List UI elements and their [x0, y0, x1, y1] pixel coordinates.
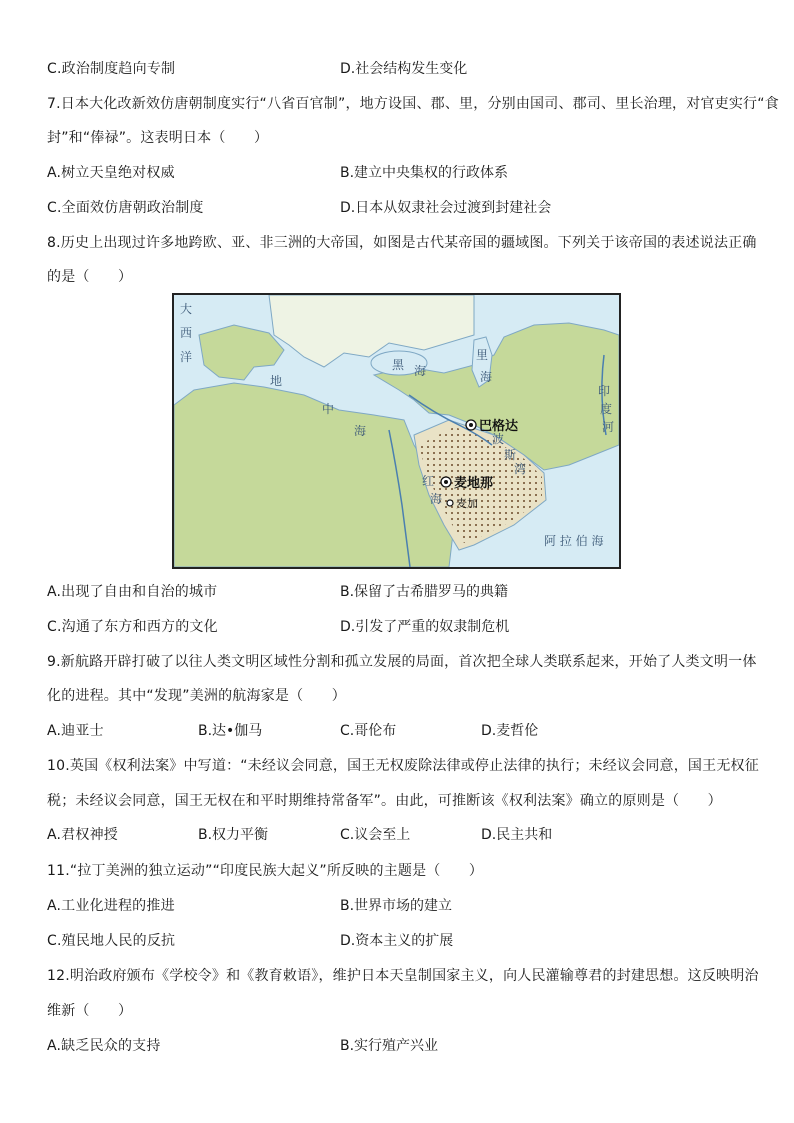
- caspian-label-1: 里: [476, 348, 489, 362]
- persian-gulf-label-3: 湾: [514, 462, 527, 476]
- q11-option-d: D.资本主义的扩展: [340, 933, 454, 949]
- q12-option-a: A.缺乏民众的支持: [47, 1038, 161, 1054]
- med-label-1: 地: [270, 374, 283, 388]
- q10-option-d: D.民主共和: [481, 827, 553, 843]
- red-sea-label-1: 红: [422, 474, 435, 488]
- q10-option-c: C.议会至上: [340, 827, 411, 843]
- q12-stem-line1: 12.明治政府颁布《学校令》和《教育敕语》，维护日本天皇制国家主义，向人民灌输尊君的封建思想。这反映明治: [47, 968, 759, 984]
- med-label-3: 海: [354, 424, 367, 438]
- q10-option-b: B.权力平衡: [198, 827, 269, 843]
- q12-stem-line2: 维新（ ）: [47, 1003, 133, 1019]
- q9-option-b: B.达•伽马: [198, 723, 263, 739]
- q8-option-a: A.出现了自由和自治的城市: [47, 584, 218, 600]
- q10-stem-line2: 税；未经议会同意，国王无权在和平时期维持常备军”。由此，可推断该《权利法案》确立的原则是（ ）: [47, 793, 722, 809]
- indus-label-3: 河: [602, 420, 615, 434]
- q8-option-c: C.沟通了东方和西方的文化: [47, 619, 218, 635]
- red-sea-label-2: 海: [430, 492, 443, 506]
- q8-stem-line2: 的是（ ）: [47, 269, 133, 285]
- atlantic-label-3: 洋: [180, 350, 193, 364]
- persian-gulf-label-1: 波: [492, 432, 505, 446]
- q9-option-c: C.哥伦布: [340, 723, 397, 739]
- persian-gulf-label-2: 斯: [504, 448, 517, 462]
- indus-label-1: 印: [598, 384, 611, 398]
- q9-option-d: D.麦哲伦: [481, 723, 539, 739]
- q8-option-d: D.引发了严重的奴隶制危机: [340, 619, 510, 635]
- q11-option-b: B.世界市场的建立: [340, 898, 453, 914]
- q6-option-d: D.社会结构发生变化: [340, 61, 468, 77]
- q6-option-c: C.政治制度趋向专制: [47, 61, 176, 77]
- indus-label-2: 度: [600, 402, 613, 416]
- q9-option-a: A.迪亚士: [47, 723, 104, 739]
- black-sea-label-2: 海: [414, 364, 427, 378]
- q10-option-a: A.君权神授: [47, 827, 118, 843]
- q8-stem-line1: 8.历史上出现过许多地跨欧、亚、非三洲的大帝国，如图是古代某帝国的疆域图。下列关于该帝国的表述说法正确: [47, 235, 757, 251]
- q12-option-b: B.实行殖产兴业: [340, 1038, 439, 1054]
- med-label-2: 中: [322, 402, 335, 416]
- baghdad-label: 巴格达: [479, 419, 519, 434]
- q8-option-b: B.保留了古希腊罗马的典籍: [340, 584, 509, 600]
- q11-option-a: A.工业化进程的推进: [47, 898, 175, 914]
- empire-territory-map: [172, 293, 621, 569]
- q11-stem: 11.“拉丁美洲的独立运动”“印度民族大起义”所反映的主题是（ ）: [47, 863, 484, 879]
- mecca-label: 麦加: [456, 497, 478, 510]
- q9-stem-line2: 化的进程。其中“发现”美洲的航海家是（ ）: [47, 688, 346, 704]
- q7-option-a: A.树立天皇绝对权威: [47, 165, 175, 181]
- atlantic-label-2: 西: [180, 326, 193, 340]
- q7-stem-line1: 7.日本大化改新效仿唐朝制度实行“八省百官制”，地方设国、郡、里，分别由国司、郡司、里长治理，对官吏实行“食: [47, 96, 779, 112]
- q7-option-d: D.日本从奴隶社会过渡到封建社会: [340, 200, 552, 216]
- q7-option-b: B.建立中央集权的行政体系: [340, 165, 509, 181]
- atlantic-label-1: 大: [180, 302, 193, 316]
- q10-stem-line1: 10.英国《权利法案》中写道：“未经议会同意，国王无权废除法律或停止法律的执行；未经议会同意，国王无权征: [47, 758, 759, 774]
- black-sea-label-1: 黑: [392, 358, 405, 372]
- arabian-sea-label: 阿 拉 伯 海: [544, 534, 604, 548]
- q7-option-c: C.全面效仿唐朝政治制度: [47, 200, 204, 216]
- medina-label: 麦地那: [454, 476, 494, 491]
- q7-stem-line2: 封”和“俸禄”。这表明日本（ ）: [47, 130, 269, 146]
- q11-option-c: C.殖民地人民的反抗: [47, 933, 176, 949]
- caspian-label-2: 海: [480, 370, 493, 384]
- q9-stem-line1: 9.新航路开辟打破了以往人类文明区域性分割和孤立发展的局面，首次把全球人类联系起来，开始了人类文明一体: [47, 654, 757, 670]
